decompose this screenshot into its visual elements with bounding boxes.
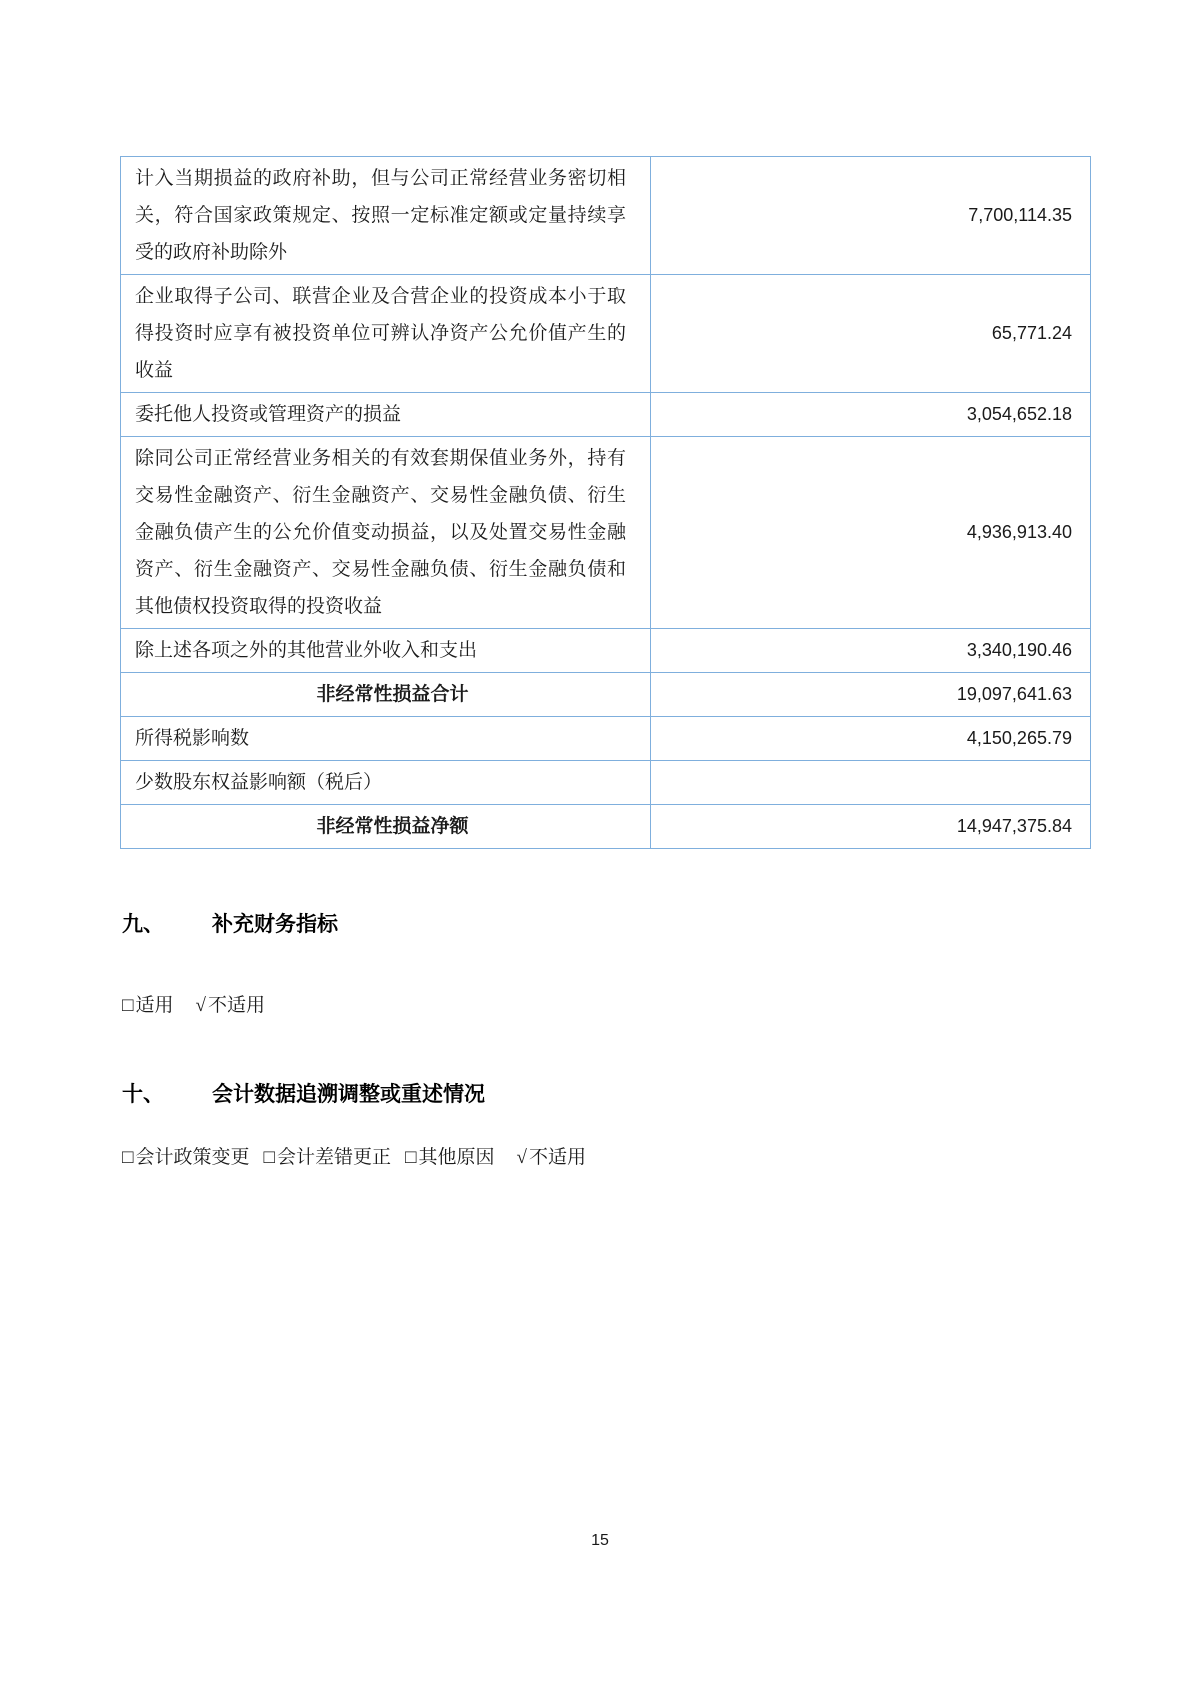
checkbox-empty-icon: □ <box>263 1147 275 1168</box>
row-value: 4,150,265.79 <box>651 717 1091 761</box>
section-heading-9 <box>122 908 338 938</box>
row-label: 非经常性损益合计 <box>121 673 651 717</box>
row-label: 非经常性损益净额 <box>121 805 651 849</box>
row-value: 14,947,375.84 <box>651 805 1091 849</box>
option-label: 不适用 <box>528 1147 586 1168</box>
option-label: 适用 <box>135 995 174 1016</box>
row-value: 3,054,652.18 <box>651 393 1091 437</box>
table-row <box>121 717 1091 761</box>
row-label: 少数股东权益影响额（税后） <box>121 761 651 805</box>
option-label: 不适用 <box>207 995 265 1016</box>
row-label: 企业取得子公司、联营企业及合营企业的投资成本小于取得投资时应享有被投资单位可辨认净资产公允价值产生的收益 <box>121 275 651 393</box>
section-title: 补充财务指标 <box>212 913 338 936</box>
table-row-net-total <box>121 805 1091 849</box>
checkbox-empty-icon: □ <box>122 995 134 1016</box>
table-row <box>121 629 1091 673</box>
row-value: 4,936,913.40 <box>651 437 1091 629</box>
table-row <box>121 437 1091 629</box>
checkmark-icon: √ <box>516 1147 527 1168</box>
option-label: 会计差错更正 <box>276 1147 391 1168</box>
row-value: 3,340,190.46 <box>651 629 1091 673</box>
table-row <box>121 761 1091 805</box>
applicability-options-9 <box>122 990 279 1017</box>
row-label: 除上述各项之外的其他营业外收入和支出 <box>121 629 651 673</box>
row-value: 19,097,641.63 <box>651 673 1091 717</box>
row-label: 除同公司正常经营业务相关的有效套期保值业务外，持有交易性金融资产、衍生金融资产、交易性金融负债、衍生金融负债产生的公允价值变动损益，以及处置交易性金融资产、衍生金融资产、交易性金融负债、衍生金融负债和其他债权投资取得的投资收益 <box>121 437 651 629</box>
table-row <box>121 157 1091 275</box>
row-label: 委托他人投资或管理资产的损益 <box>121 393 651 437</box>
non-recurring-items-table <box>120 156 1091 849</box>
option-accounting-error-correction <box>264 1147 392 1168</box>
checkbox-empty-icon: □ <box>405 1147 417 1168</box>
section-heading-10 <box>122 1078 485 1108</box>
option-not-applicable <box>196 995 265 1016</box>
option-applicable <box>122 995 174 1016</box>
row-label: 所得税影响数 <box>121 717 651 761</box>
table-row-subtotal <box>121 673 1091 717</box>
table-row <box>121 275 1091 393</box>
table-row <box>121 393 1091 437</box>
row-label: 计入当期损益的政府补助，但与公司正常经营业务密切相关，符合国家政策规定、按照一定标准定额或定量持续享受的政府补助除外 <box>121 157 651 275</box>
applicability-options-10 <box>122 1142 600 1169</box>
checkbox-empty-icon: □ <box>122 1147 134 1168</box>
section-number: 九、 <box>122 913 164 936</box>
row-value: 7,700,114.35 <box>651 157 1091 275</box>
option-label: 其他原因 <box>418 1147 495 1168</box>
option-accounting-policy-change <box>122 1147 250 1168</box>
section-title: 会计数据追溯调整或重述情况 <box>212 1083 485 1106</box>
option-other-reason <box>405 1147 495 1168</box>
checkmark-icon: √ <box>195 995 206 1016</box>
row-value: 65,771.24 <box>651 275 1091 393</box>
section-number: 十、 <box>122 1083 164 1106</box>
option-label: 会计政策变更 <box>135 1147 250 1168</box>
page-number: 15 <box>591 1532 609 1549</box>
option-not-applicable <box>517 1147 586 1168</box>
row-value <box>651 761 1091 805</box>
